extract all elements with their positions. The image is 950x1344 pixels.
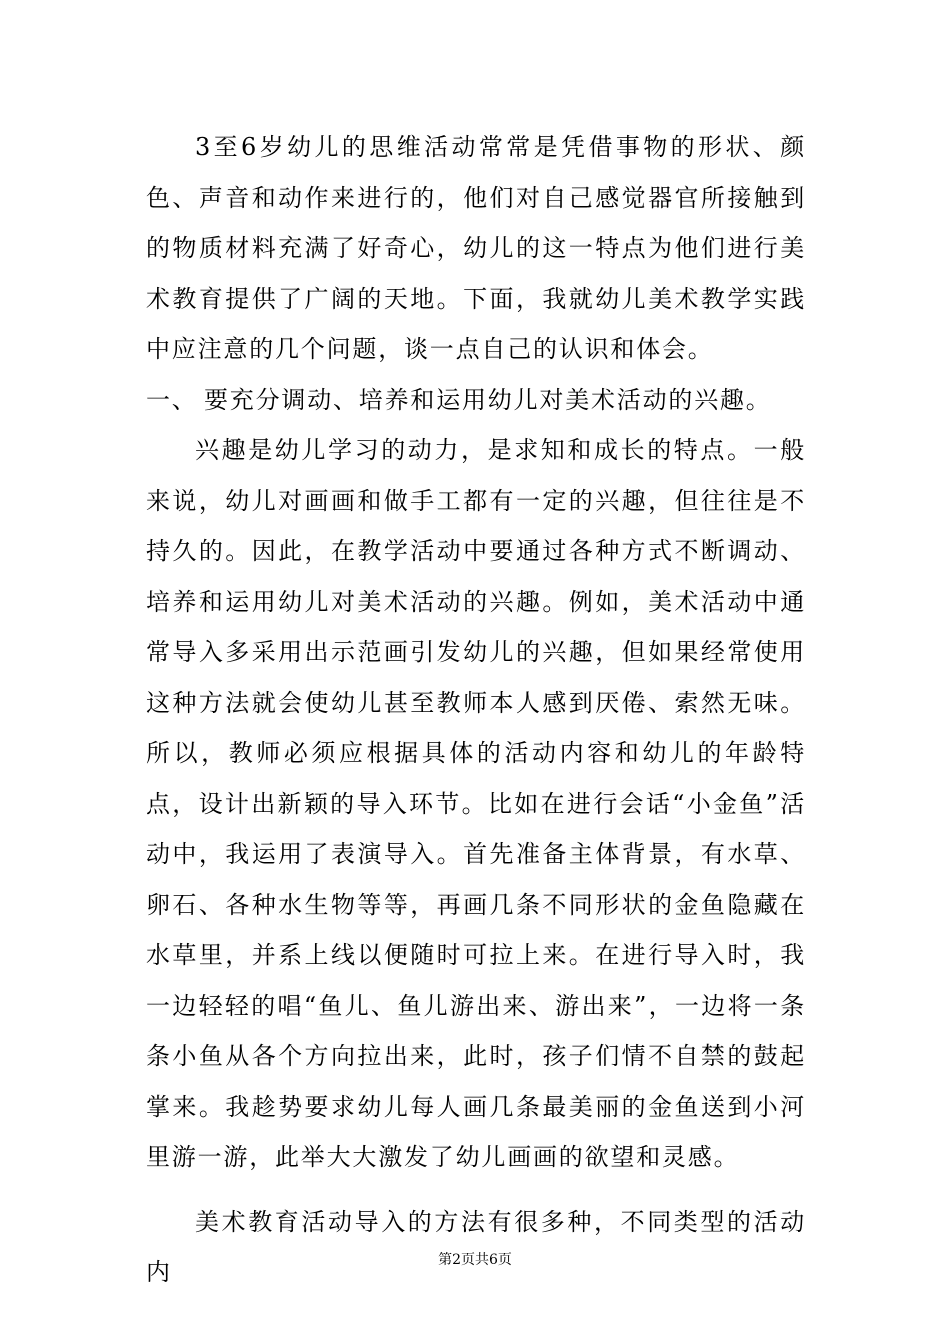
section-number: 一、 [146, 385, 198, 414]
section-title: 要充分调动、培养和运用幼儿对美术活动的兴趣。 [204, 385, 772, 414]
page-footer: 第2页共6页 [438, 1252, 512, 1268]
section-paragraph-continued: 美术教育活动导入的方法有很多种，不同类型的活动内 [146, 1207, 806, 1286]
intro-paragraph: 3至6岁幼儿的思维活动常常是凭借事物的形状、颜色、声音和动作来进行的，他们对自己感觉器官所接触到的物质材料充满了好奇心，幼儿的这一特点为他们进行美术教育提供了广阔的天地。下面，我就幼儿美术教学实践中应注意的几个问题，谈一点自己的认识和体会。 [146, 133, 806, 363]
section-paragraph: 兴趣是幼儿学习的动力，是求知和成长的特点。一般来说，幼儿对画画和做手工都有一定的兴趣，但往往是不持久的。因此，在教学活动中要通过各种方式不断调动、培养和运用幼儿对美术活动的兴趣。例如，美术活动中通常导入多采用出示范画引发幼儿的兴趣，但如果经常使用这种方法就会使幼儿甚至教师本人感到厌倦、索然无味。所以，教师必须应根据具体的活动内容和幼儿的年龄特点，设计出新颖的导入环节。比如在进行会话“小金鱼”活动中，我运用了表演导入。首先准备主体背景，有水草、卵石、各种水生物等等，再画几条不同形状的金鱼隐藏在水草里，并系上线以便随时可拉上来。在进行导入时，我一边轻轻的唱“鱼儿、鱼儿游出来、游出来”，一边将一条条小鱼从各个方向拉出来，此时，孩子们情不自禁的鼓起掌来。我趁势要求幼儿每人画几条最美丽的金鱼送到小河里游一游，此举大大激发了幼儿画画的欲望和灵感。 [146, 436, 806, 1171]
body-text [146, 122, 806, 1298]
section-heading [146, 375, 806, 426]
